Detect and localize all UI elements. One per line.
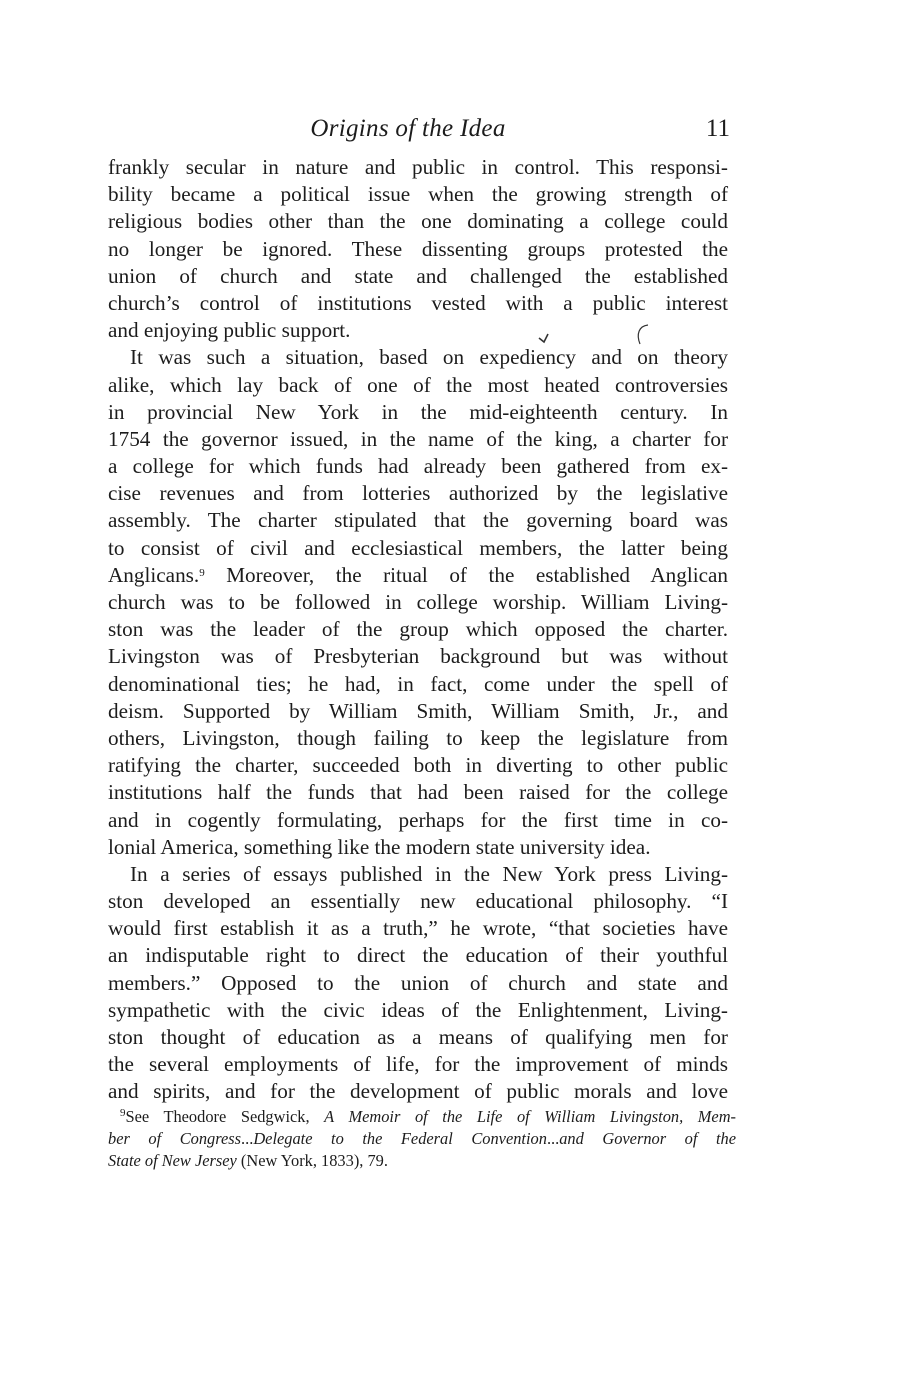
text-line: frankly secular in nature and public in control. This responsi-	[108, 155, 728, 179]
text-line: religious bodies other than the one dominating a college could	[108, 209, 728, 234]
text-fragment: (New York, 1833), 79.	[236, 1151, 388, 1170]
text-line: church was to be followed in college worship. William Living-	[108, 590, 728, 614]
text-line: ston developed an essentially new educational philosophy. “I	[108, 889, 728, 914]
footnote-line	[108, 1150, 736, 1172]
text-line: Livingston was of Presbyterian background but was without	[108, 644, 728, 669]
text-line: no longer be ignored. These dissenting groups protested the	[108, 236, 728, 261]
text-line: a college for which funds had already been gathered from ex-	[108, 454, 728, 479]
footnote-line	[108, 1106, 736, 1128]
book-title-fragment: ber of Congress	[108, 1129, 242, 1148]
text-line: In a series of essays published in the New York press Living-	[130, 861, 728, 886]
book-title-fragment: State of New Jersey	[108, 1151, 237, 1170]
text-line: to consist of civil and ecclesiastical members, the latter being	[108, 535, 728, 560]
text-line: and enjoying public support.	[108, 318, 351, 343]
pen-tick-mark	[536, 322, 556, 346]
running-title: Origins of the Idea	[310, 115, 506, 142]
text-fragment: ...	[546, 1129, 560, 1148]
text-line: others, Livingston, though failing to keep the legislature from	[108, 725, 728, 750]
text-line: cise revenues and from lotteries authorized by the legislative	[108, 481, 728, 506]
text-line: institutions half the funds that had been raised for the college	[108, 780, 728, 805]
text-line: assembly. The charter stipulated that the governing board was	[108, 508, 728, 533]
page-number: 11	[705, 115, 730, 142]
text-line: lonial America, something like the modern state university idea.	[108, 834, 651, 859]
body-text	[108, 154, 728, 1106]
text-line: denominational ties; he had, in fact, come under the spell of	[108, 671, 728, 696]
text-line: would first establish it as a truth,” he wrote, “that societies have	[108, 916, 728, 941]
running-head	[108, 112, 728, 146]
footnote	[108, 1106, 736, 1172]
text-line: ston was the leader of the group which opposed the charter.	[108, 617, 728, 642]
text-line: sympathetic with the civic ideas of the Enlightenment, Living-	[108, 997, 728, 1022]
book-title-fragment: A Memoir of the Life of William Livingston, Mem-	[324, 1107, 736, 1126]
text-line: members.” Opposed to the union of church and state and	[108, 970, 728, 995]
text-line: It was such a situation, based on expediency and on theory	[130, 345, 728, 370]
text-line: ratifying the charter, succeeded both in diverting to other public	[108, 753, 728, 778]
text-fragment: Anglicans.	[108, 562, 200, 587]
text-line: alike, which lay back of one of the most heated controversies	[108, 372, 728, 397]
text-line: ston thought of education as a means of qualifying men for	[108, 1025, 728, 1049]
text-line: and spirits, and for the development of public morals and love	[108, 1079, 728, 1104]
text-line: deism. Supported by William Smith, William Smith, Jr., and	[108, 698, 728, 723]
text-fragment: ...	[241, 1129, 254, 1148]
text-fragment: Moreover, the ritual of the established Anglican	[204, 562, 728, 587]
footnote-ref: 9	[199, 566, 205, 579]
text-line: the several employments of life, for the improvement of minds	[108, 1052, 728, 1077]
book-title-fragment: Delegate to the Federal Convention	[253, 1129, 547, 1148]
text-line: in provincial New York in the mid-eighteenth century. In	[108, 399, 728, 424]
footnote-marker: 9	[120, 1107, 126, 1119]
text-line: union of church and state and challenged the established	[108, 263, 728, 288]
text-line: 1754 the governor issued, in the name of the king, a charter for	[108, 426, 728, 451]
footnote-line	[108, 1128, 736, 1150]
text-line: church’s control of institutions vested with a public interest	[108, 290, 728, 315]
text-line: bility became a political issue when the growing strength of	[108, 182, 728, 207]
book-title-fragment: and Governor of the	[559, 1129, 736, 1148]
text-fragment: See Theodore Sedgwick,	[125, 1107, 325, 1126]
pen-curve-mark	[630, 322, 652, 348]
text-line: an indisputable right to direct the education of their youthful	[108, 943, 728, 968]
text-line-with-footnote-ref	[108, 562, 728, 589]
text-line: and in cogently formulating, perhaps for the first time in co-	[108, 807, 728, 832]
